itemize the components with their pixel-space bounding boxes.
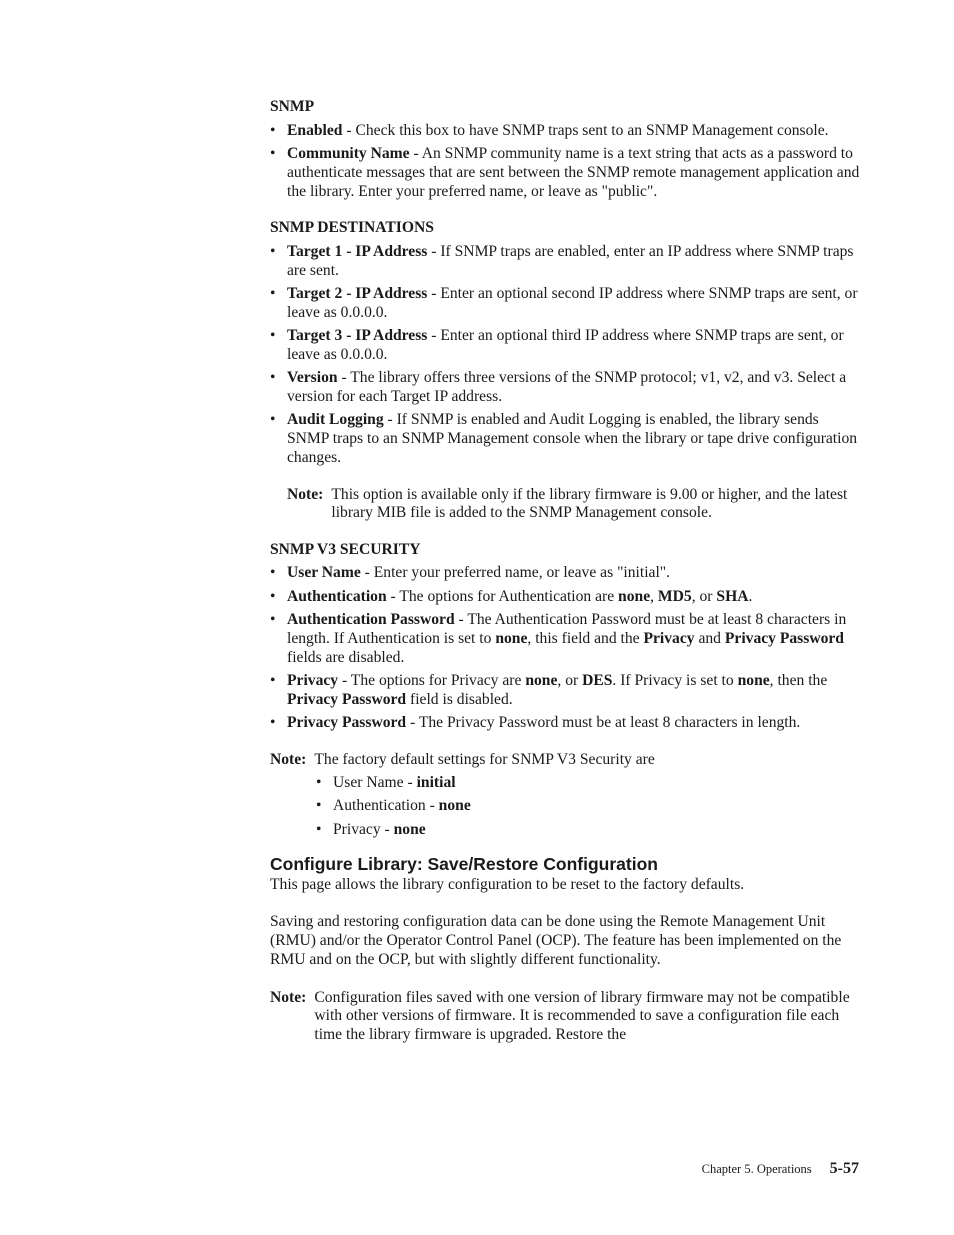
- section-heading-destinations: SNMP DESTINATIONS: [270, 218, 434, 236]
- list-item-version: • Version - The library offers three versions of the SNMP protocol; v1, v2, and v3. Select a version for each Target IP address.: [270, 369, 862, 407]
- audit-note: Note: This option is available only if the library firmware is 9.00 or higher, and the latest library MIB file is added to the SNMP Management console.: [287, 485, 848, 522]
- list-item-target-1: • Target 1 - IP Address - If SNMP traps are enabled, enter an IP address where SNMP traps are sent.: [270, 243, 862, 281]
- v3-defaults-list: [316, 774, 862, 839]
- list-item-authentication: • Authentication - The options for Authentication are none, MD5, or SHA.: [270, 588, 862, 607]
- list-item-privacy: • Privacy - The options for Privacy are none, or DES. If Privacy is set to none, then the Privacy Password field is disabled.: [270, 672, 862, 710]
- footer-chapter: Chapter 5. Operations: [701, 1162, 812, 1176]
- list-item-authentication-password: • Authentication Password - The Authentication Password must be at least 8 characters in length. If Authentication is set to none, this field and the Privacy and Privacy Password fields are disabled.: [270, 611, 862, 667]
- destinations-list: [270, 243, 862, 523]
- page-content: [270, 98, 862, 1045]
- list-item-default-user-name: • User Name - initial: [316, 774, 862, 793]
- list-item-target-3: • Target 3 - IP Address - Enter an optional third IP address where SNMP traps are sent, or leave as 0.0.0.0.: [270, 327, 862, 365]
- section-heading-v3-security: SNMP V3 SECURITY: [270, 540, 421, 558]
- v3-security-list: [270, 564, 862, 732]
- list-item-default-authentication: • Authentication - none: [316, 797, 862, 816]
- page-footer: [702, 1160, 859, 1179]
- snmp-list: [270, 122, 862, 202]
- list-item-target-2: • Target 2 - IP Address - Enter an optional second IP address where SNMP traps are sent, or leave as 0.0.0.0.: [270, 285, 862, 323]
- page-number: 5-57: [829, 1160, 859, 1177]
- list-item-default-privacy: • Privacy - none: [316, 821, 862, 840]
- v3-defaults-note: Note: The factory default settings for SNMP V3 Security are: [270, 751, 655, 769]
- list-item-audit-logging: • Audit Logging - If SNMP is enabled and Audit Logging is enabled, the library sends SNMP traps to an SNMP Management console when the library or tape drive configuration changes. Note: This option is available only if the library firmware is 9.00 or higher, and the latest library MIB file is added to the SNMP Management console.: [270, 411, 862, 523]
- save-restore-intro: This page allows the library configuration to be reset to the factory defaults.: [270, 875, 745, 893]
- save-restore-description: Saving and restoring configuration data can be done using the Remote Management Unit (RMU) and/or the Operator Control Panel (OCP). The feature has been implemented on the RMU and on the OCP, but with slightly different functionality.: [270, 913, 842, 968]
- list-item-community-name: • Community Name - An SNMP community name is a text string that acts as a password to authenticate messages that are sent between the SNMP remote management application and the library. Enter your preferred name, or leave as "public".: [270, 145, 862, 201]
- list-item-user-name: • User Name - Enter your preferred name, or leave as "initial".: [270, 564, 862, 583]
- save-restore-note: Note: Configuration files saved with one version of library firmware may not be compatible with other versions of firmware. It is recommended to save a configuration file each time the library firmware is upgraded. Restore the: [270, 988, 850, 1044]
- list-item-privacy-password: • Privacy Password - The Privacy Password must be at least 8 characters in length.: [270, 714, 862, 733]
- section-heading-snmp: SNMP: [270, 98, 315, 115]
- list-item-enabled: • Enabled - Check this box to have SNMP traps sent to an SNMP Management console.: [270, 122, 862, 141]
- section-heading-save-restore: Configure Library: Save/Restore Configuration: [270, 853, 658, 874]
